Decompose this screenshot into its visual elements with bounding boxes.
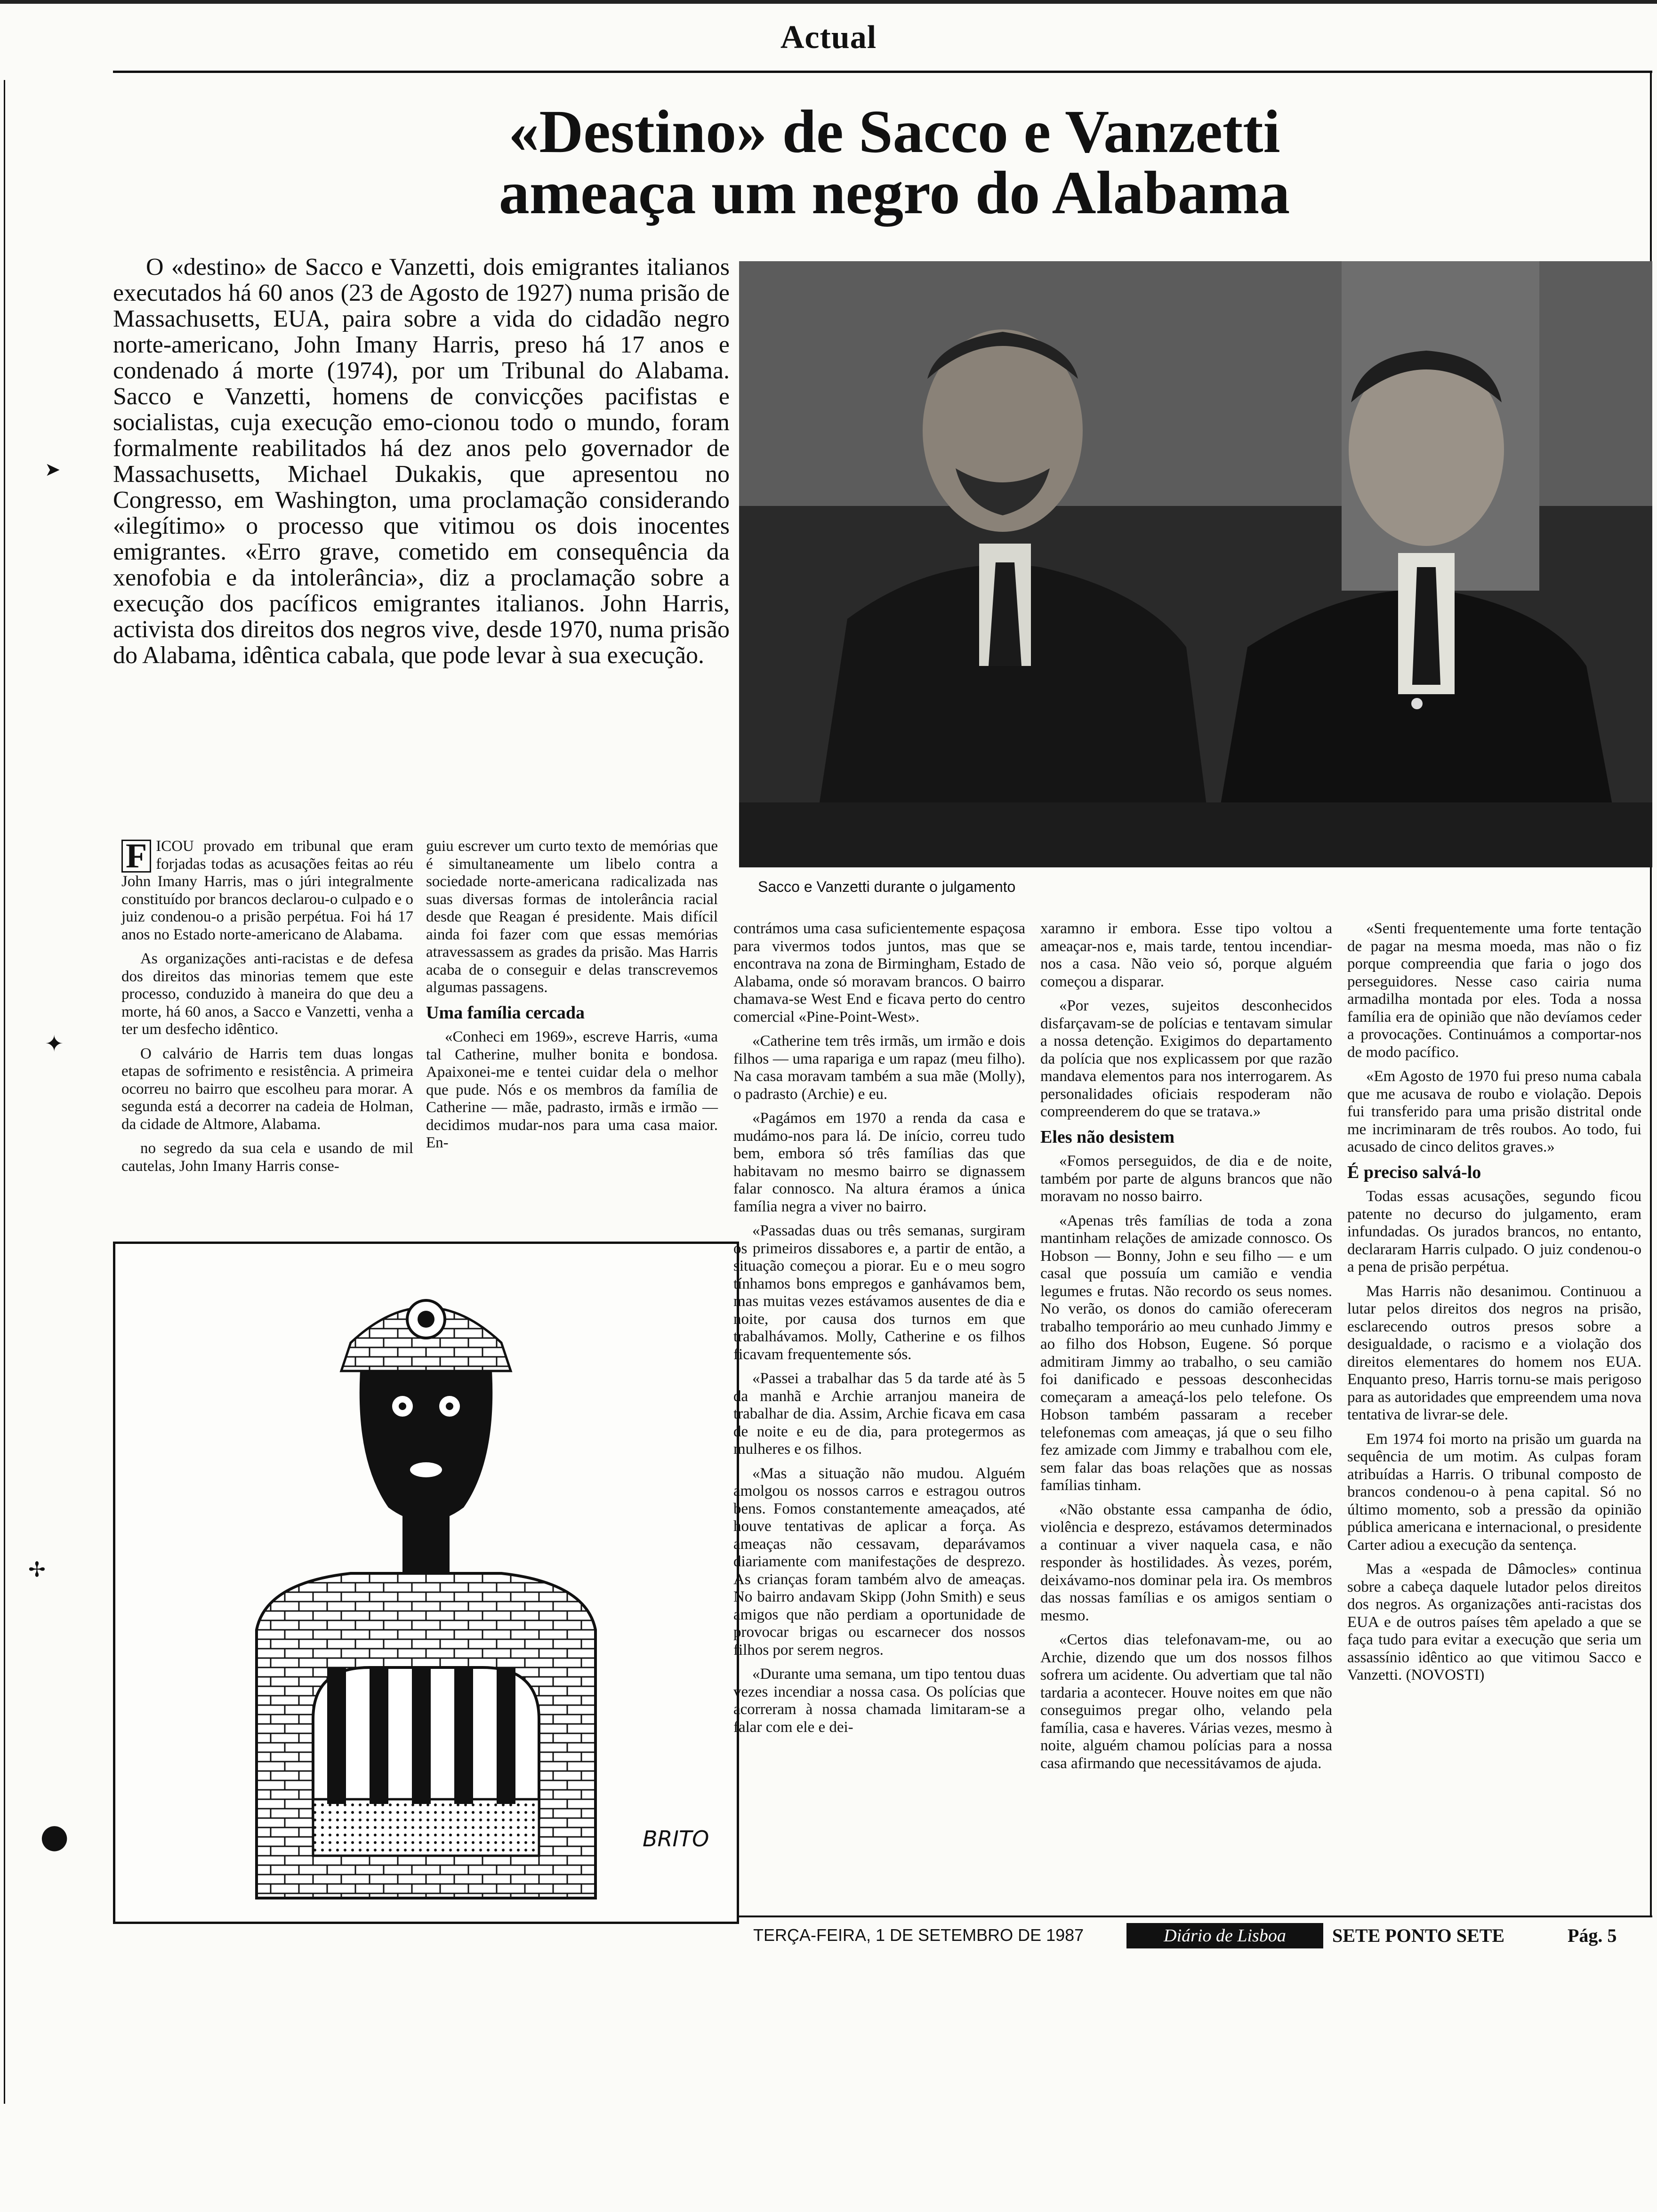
article-column-5 (1347, 920, 1641, 1691)
section-label: Actual (780, 19, 877, 56)
edition-name: SETE PONTO SETE (1332, 1924, 1505, 1946)
column-4-paragraph-1: xaramno ir embora. Esse tipo voltou a ameaçar-nos e, mais tarde, tentou incendiar-nos a casa. Não veio só, porque alguém começou a disparar. (1040, 920, 1332, 990)
subhead-e-preciso-salva-lo: É preciso salvá-lo (1347, 1162, 1481, 1182)
column-1-paragraph-4: no segredo da sua cela e usando de mil cautelas, John Imany Harris conse- (121, 1140, 413, 1175)
column-1-paragraph-2: As organizações anti-racistas e de defesa dos direitos das minorias temem que este processo, conduzido à maneira do que deu a morte, há 60 anos, a Sacco e Vanzetti, venha a ter um desfecho idêntico. (121, 950, 413, 1038)
publication-date: TERÇA-FEIRA, 1 DE SETEMBRO DE 1987 (753, 1925, 1084, 1945)
subhead-uma-familia-cercada: Uma família cercada (426, 1002, 585, 1023)
top-edge-rule (0, 0, 1657, 4)
column-3-paragraph-6: «Mas a situação não mudou. Alguém amolgou os nossos carros e estragou outros bens. Fomos constantemente ameaçados, até houve tentativas de aplicar a força. As ameaças não cessavam, deparávamos diariamente com manifestações de desprezo. As crianças foram também alvo de ameaças. No bairro andavam Skipp (John Smith) e seus amigos que não perdiam a oportunidade de provocar brigas ou escarnecer dos nossos filhos por serem negros. (733, 1465, 1025, 1659)
column-4-paragraph-4: «Apenas três famílias de toda a zona mantinham relações de amizade connosco. Os Hobson — Bonny, John e seu filho — e um casal que possuía um camião e vendia legumes e frutas. Não recordo os seus nomes. No verão, os donos do camião ofereceram trabalho temporário ao meu cunhado Jimmy e ao filho dos Hobson, Eugene. Só porque admitiram Jimmy ao trabalho, o seu camião foi danificado e pessoas desconhecidas começaram a ameaçá-los pelo telefone. Os Hobson também passaram a receber telefonemas com ameaças, já que o seu filho fez amizade com Jimmy e trabalhou com ele, sem falar das boas relações que as nossas famílias tinham. (1040, 1212, 1332, 1494)
article-column-3 (733, 920, 1025, 1743)
column-3-paragraph-2: «Catherine tem três irmãs, um irmão e dois filhos — uma rapariga e um rapaz (meu filho). Na casa moravam também a sua mãe (Molly), o padrasto (Archie) e eu. (733, 1033, 1025, 1103)
prisoner-cartoon (113, 1242, 739, 1924)
left-frame-rule (4, 80, 5, 2104)
column-3-paragraph-7: «Durante uma semana, um tipo tentou duas vezes incendiar a nossa casa. Os polícias que acorreram à nossa chamada limitaram-se a falar com ele e dei- (733, 1666, 1025, 1736)
cartoon-signature: BRITO (643, 1826, 709, 1851)
column-3-paragraph-4: «Passadas duas ou três semanas, surgiram os primeiros dissabores e, a partir de então, a situação começou a piorar. Eu e o meu sogro tínhamos bons empregos e ganhávamos bem, mas muitas vezes estávamos ausentes de dia e noite, por causa dos turnos em que trabalhávamos. Molly, Catherine e os filhos ficavam frequentemente sós. (733, 1222, 1025, 1363)
article-column-1 (121, 838, 413, 1182)
column-2-paragraph-2: «Conheci em 1969», escreve Harris, «uma tal Catherine, mulher bonita e bondosa. Apaixonei-me e tentei cuidar dela o melhor que pude. Nós e os membros da família de Catherine — mãe, padrasto, irmãs e irmão — decidimos mudar-nos para uma casa maior. En- (426, 1028, 718, 1151)
column-5-paragraph-6: Mas a «espada de Dâmocles» continua sobre a cabeça daquele lutador pelos direitos dos negros. As organizações anti-racistas dos EUA e de outros países têm apelado a que se faça tudo para evitar a execução que seria um assassínio idêntico ao que vitimou Sacco e Vanzetti. (NOVOSTI) (1347, 1561, 1641, 1683)
lead-paragraph: O «destino» de Sacco e Vanzetti, dois emigrantes italianos executados há 60 anos (23 de Agosto de 1927) numa prisão de Massachusetts, EUA, paira sobre a vida do cidadão negro norte-americano, John Imany Harris, preso há 17 anos e condenado á morte (1974), por um Tribunal do Alabama. Sacco e Vanzetti, homens de convicções pacifistas e socialistas, cuja execução emo-cionou todo o mundo, foram formalmente reabilitados há dez anos pelo governador de Massachusetts, Michael Dukakis, que apresentou no Congresso, em Washington, uma proclamação considerando «ilegítimo» o processo que vitimou os dois inocentes emigrantes. «Erro grave, cometido em consequência da xenofobia e da intolerância», diz a proclamação sobre a execução dos pacíficos emigrantes italianos. John Harris, activista dos direitos dos negros vive, desde 1970, numa prisão do Alabama, idêntica cabala, que pode levar à sua execução. (113, 254, 730, 669)
column-4-paragraph-2: «Por vezes, sujeitos desconhecidos disfarçavam-se de polícias e tentavam simular a nossa detenção. Exigimos do departamento da polícia que nos explicassem por que razão mandava elementos para nos interrogarem. As personalidades oficiais respoderam não compreenderem do que se tratava.» (1040, 997, 1332, 1120)
column-4-paragraph-3: «Fomos perseguidos, de dia e de noite, também por parte de alguns brancos que não moravam no nosso bairro. (1040, 1153, 1332, 1205)
column-3-paragraph-3: «Pagámos em 1970 a renda da casa e mudámo-nos para lá. De início, correu tudo bem, embora só três famílias das que habitavam no mesmo bairro se dignassem falar connosco. Na altura éramos a única família negra a viver no bairro. (733, 1110, 1025, 1215)
column-3-paragraph-5: «Passei a trabalhar das 5 da tarde até às 5 da manhã e Archie arranjou maneira de trabalhar de dia. Assim, Archie ficava em casa de noite e eu de dia, para protegermos as mulheres e os filhos. (733, 1370, 1025, 1458)
drop-cap: F (121, 840, 151, 873)
column-1-paragraph-1: F ICOU provado em tribunal que eram forjadas todas as acusações feitas ao réu John Imany Harris, mas o júri integralmente constituído por brancos declarou-o culpado e o juiz condenou-o a prisão perpétua. Foi há 17 anos no Estado norte-americano de Alabama. (121, 837, 413, 943)
margin-mark-icon: ● (40, 1817, 69, 1855)
column-5-paragraph-5: Em 1974 foi morto na prisão um guarda na sequência de um motim. As culpas foram atribuídas a Harris. O tribunal composto de brancos condenou-o à pena capital. Só no último momento, sob a pressão da opinião pública americana e internacional, o presidente Carter adiou a execução da sentença. (1347, 1430, 1641, 1554)
margin-mark-icon: ➤ (45, 459, 61, 481)
subhead-eles-nao-desistem: Eles não desistem (1040, 1127, 1174, 1147)
column-5-paragraph-2: «Em Agosto de 1970 fui preso numa cabala que me acusava de roubo e violação. Depois fui transferido para uma prisão distrital onde me incriminaram de três roubos. Ao todo, fui acusado de cinco delitos graves.» (1347, 1068, 1641, 1155)
column-5-paragraph-1: «Senti frequentemente uma forte tentação de pagar na mesma moeda, mas não o fiz porque compreendia que faria o jogo dos perseguidores. Nesse caso cairia numa armadilha montada por eles. Toda a nossa família era de opinião que não devíamos ceder a provocações. Continuámos a comportar-nos de modo pacífico. (1347, 920, 1641, 1061)
margin-mark-icon: ✢ (28, 1558, 46, 1582)
sacco-vanzetti-photo (739, 261, 1652, 867)
margin-mark-icon: ✦ (45, 1031, 64, 1057)
column-2-paragraph-1: guiu escrever um curto texto de memórias que é simultaneamente um libelo contra a sociedade norte-americana radicalizada nas suas diversas formas de intolerância racial desde que Reagan é presidente. Mais difícil ainda foi fazer com que essas memórias atravessassem as grades da prisão. Mas Harris acaba de o conseguir e delas transcrevemos algumas passagens. (426, 838, 718, 996)
column-4-paragraph-6: «Certos dias telefonavam-me, ou ao Archie, dizendo que um dos nossos filhos sofrera um acidente. Ou advertiam que tal não tardaria a acontecer. Houve noites em que não conseguimos pregar olho, velando pela família, casa e haveres. Várias vezes, mesmo à noite, alguém chamou polícias para a nossa casa afirmando que necessitávamos de ajuda. (1040, 1631, 1332, 1772)
headline-line-2: ameaça um negro do Alabama (499, 159, 1290, 227)
masthead-logo: Diário de Lisboa (1126, 1923, 1323, 1948)
page-number: Pág. 5 (1568, 1924, 1617, 1946)
column-5-paragraph-4: Mas Harris não desanimou. Continuou a lutar pelos direitos dos negros na prisão, esclarecendo outros presos sobre a desigualdade, o racismo e a violação dos direitos elementares do homem nos EUA. Enquanto preso, Harris tornu-se mais perigoso para as autoridades que empreendem uma nova tentativa de livrar-se dele. (1347, 1282, 1641, 1423)
column-3-paragraph-1: contrámos uma casa suficientemente espaçosa para vivermos todos juntos, mas que se encontrava na zona de Birmingham, Estado de Alabama, onde só moravam brancos. O bairro chamava-se West End e ficava perto do centro comercial «Pine-Point-West». (733, 920, 1025, 1026)
headline-line-1: «Destino» de Sacco e Vanzetti (508, 98, 1280, 166)
column-4-paragraph-5: «Não obstante essa campanha de ódio, violência e desprezo, estávamos determinados a continuar a viver naquela casa, e não responder às hostilidades. Às vezes, porém, deixávamo-nos dominar pela ira. Os membros das nossas famílias e os amigos sentiam o mesmo. (1040, 1501, 1332, 1624)
column-5-paragraph-3: Todas essas acusações, segundo ficou patente no decurso do julgamento, eram infundadas. Os jurados brancos, no entanto, declararam Harris culpado. O juiz condenou-o a pena de prisão perpétua. (1347, 1188, 1641, 1275)
header-rule (113, 71, 1652, 73)
photo-caption: Sacco e Vanzetti durante o julgamento (758, 878, 1016, 895)
column-1-paragraph-3: O calvário de Harris tem duas longas etapas de sofrimento e resistência. A primeira ocorreu no bairro que escolheu para morar. A segunda está a decorrer na cadeia de Holman, da cidade de Altmore, Alabama. (121, 1045, 413, 1133)
article-column-4 (1040, 920, 1332, 1779)
headline (424, 98, 1365, 227)
article-column-2 (426, 838, 718, 1159)
